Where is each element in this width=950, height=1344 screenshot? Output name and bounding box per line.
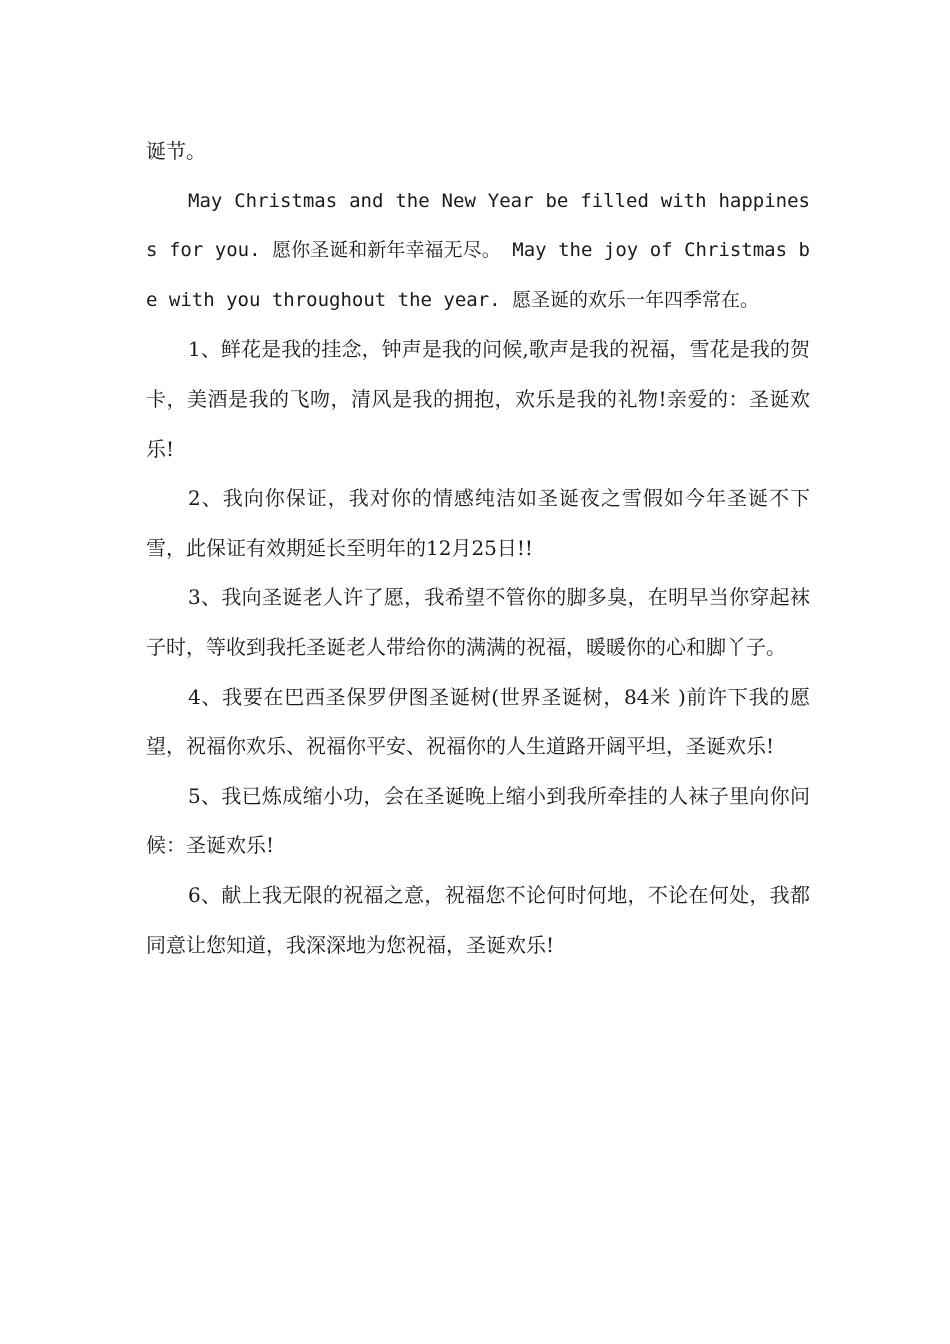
document-body [146,127,810,970]
paragraph-continuation: 诞节。 [146,139,206,163]
paragraph-item-1: 1、鲜花是我的挂念，钟声是我的问候,歌声是我的祝福，雪花是我的贺卡，美酒是我的飞吻，清风是我的拥抱，欢乐是我的礼物!亲爱的：圣诞欢乐! [146,337,810,461]
paragraph-item-4: 4、我要在巴西圣保罗伊图圣诞树(世界圣诞树，84米 )前许下我的愿望，祝福你欢乐、祝福你平安、祝福你的人生道路开阔平坦，圣诞欢乐! [146,684,810,759]
paragraph-item-6: 6、献上我无限的祝福之意，祝福您不论何时何地，不论在何处，我都同意让您知道，我深深地为您祝福，圣诞欢乐! [146,882,810,957]
paragraph-item-3: 3、我向圣诞老人许了愿，我希望不管你的脚多臭，在明早当你穿起袜子时，等收到我托圣诞老人带给你的满满的祝福，暖暖你的心和脚丫子。 [146,585,810,659]
paragraph-english-greeting: May Christmas and the New Year be filled with happiness for you. 愿你圣诞和新年幸福无尽。 May the joy of Christmas be with you throughout the year. 愿圣诞的欢乐一年四季常在。 [146,189,810,311]
paragraph-item-2: 2、我向你保证，我对你的情感纯洁如圣诞夜之雪假如今年圣诞不下雪，此保证有效期延长至明年的12月25日!! [146,486,810,560]
paragraph-item-5: 5、我已炼成缩小功，会在圣诞晚上缩小到我所牵挂的人袜子里向你问候：圣诞欢乐! [146,783,810,858]
